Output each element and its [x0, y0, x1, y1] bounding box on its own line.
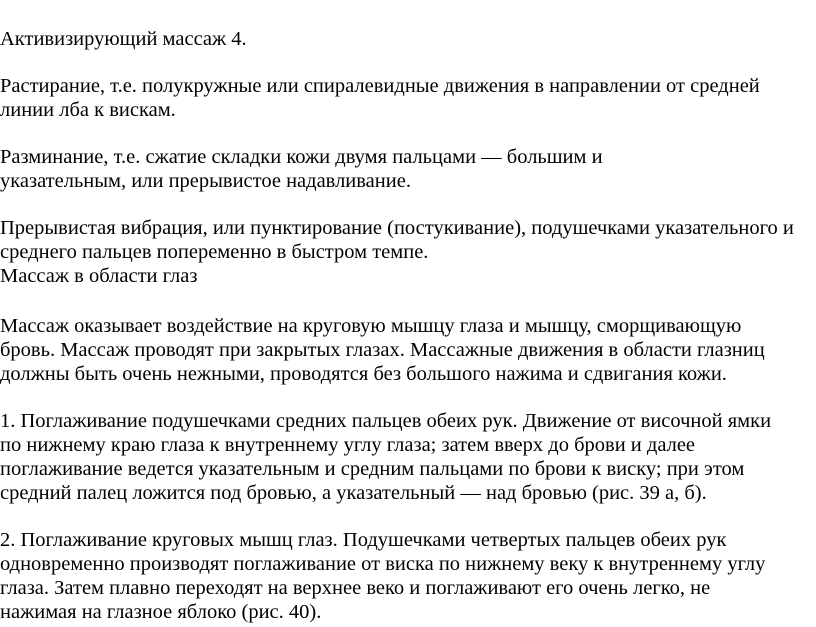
text-line: среднего пальцев попеременно в быстром темпе.: [0, 241, 429, 263]
text-line: Разминание, т.е. сжатие складки кожи двумя пальцами — большим и: [0, 146, 603, 168]
section-heading: Массаж в области глаз: [0, 265, 198, 287]
text-line: Растирание, т.е. полукружные или спиралевидные движения в направлении от средней: [0, 75, 760, 97]
text-line: средний палец ложится под бровью, а указательный — над бровью (рис. 39 а, б).: [0, 482, 707, 504]
text-line: должны быть очень нежными, проводятся без большого нажима и сдвигания кожи.: [0, 363, 727, 385]
text-line: по нижнему краю глаза к внутреннему углу глаза; затем вверх до брови и далее: [0, 434, 696, 456]
text-line: глаза. Затем плавно переходят на верхнее веко и поглаживают его очень легко, не: [0, 577, 711, 599]
text-line: Массаж оказывает воздействие на круговую мышцу глаза и мышцу, сморщивающую: [0, 315, 742, 337]
text-line: линии лба к вискам.: [0, 99, 176, 121]
text-line: 1. Поглаживание подушечками средних пальцев обеих рук. Движение от височной ямки: [0, 410, 772, 432]
text-line: указательным, или прерывистое надавливание.: [0, 170, 411, 192]
text-line: Прерывистая вибрация, или пунктирование (постукивание), подушечками указательного и: [0, 217, 794, 239]
text-line: поглаживание ведется указательным и средним пальцами по брови к виску; при этом: [0, 458, 745, 480]
text-line: одновременно производят поглаживание от виска по нижнему веку к внутреннему углу: [0, 553, 766, 575]
text-line: 2. Поглаживание круговых мышц глаз. Подушечками четвертых пальцев обеих рук: [0, 529, 727, 551]
text-line: нажимая на глазное яблоко (рис. 40).: [0, 601, 322, 623]
text-line: бровь. Массаж проводят при закрытых глазах. Массажные движения в области глазниц: [0, 339, 765, 361]
document-title: Активизирующий массаж 4.: [0, 28, 247, 50]
